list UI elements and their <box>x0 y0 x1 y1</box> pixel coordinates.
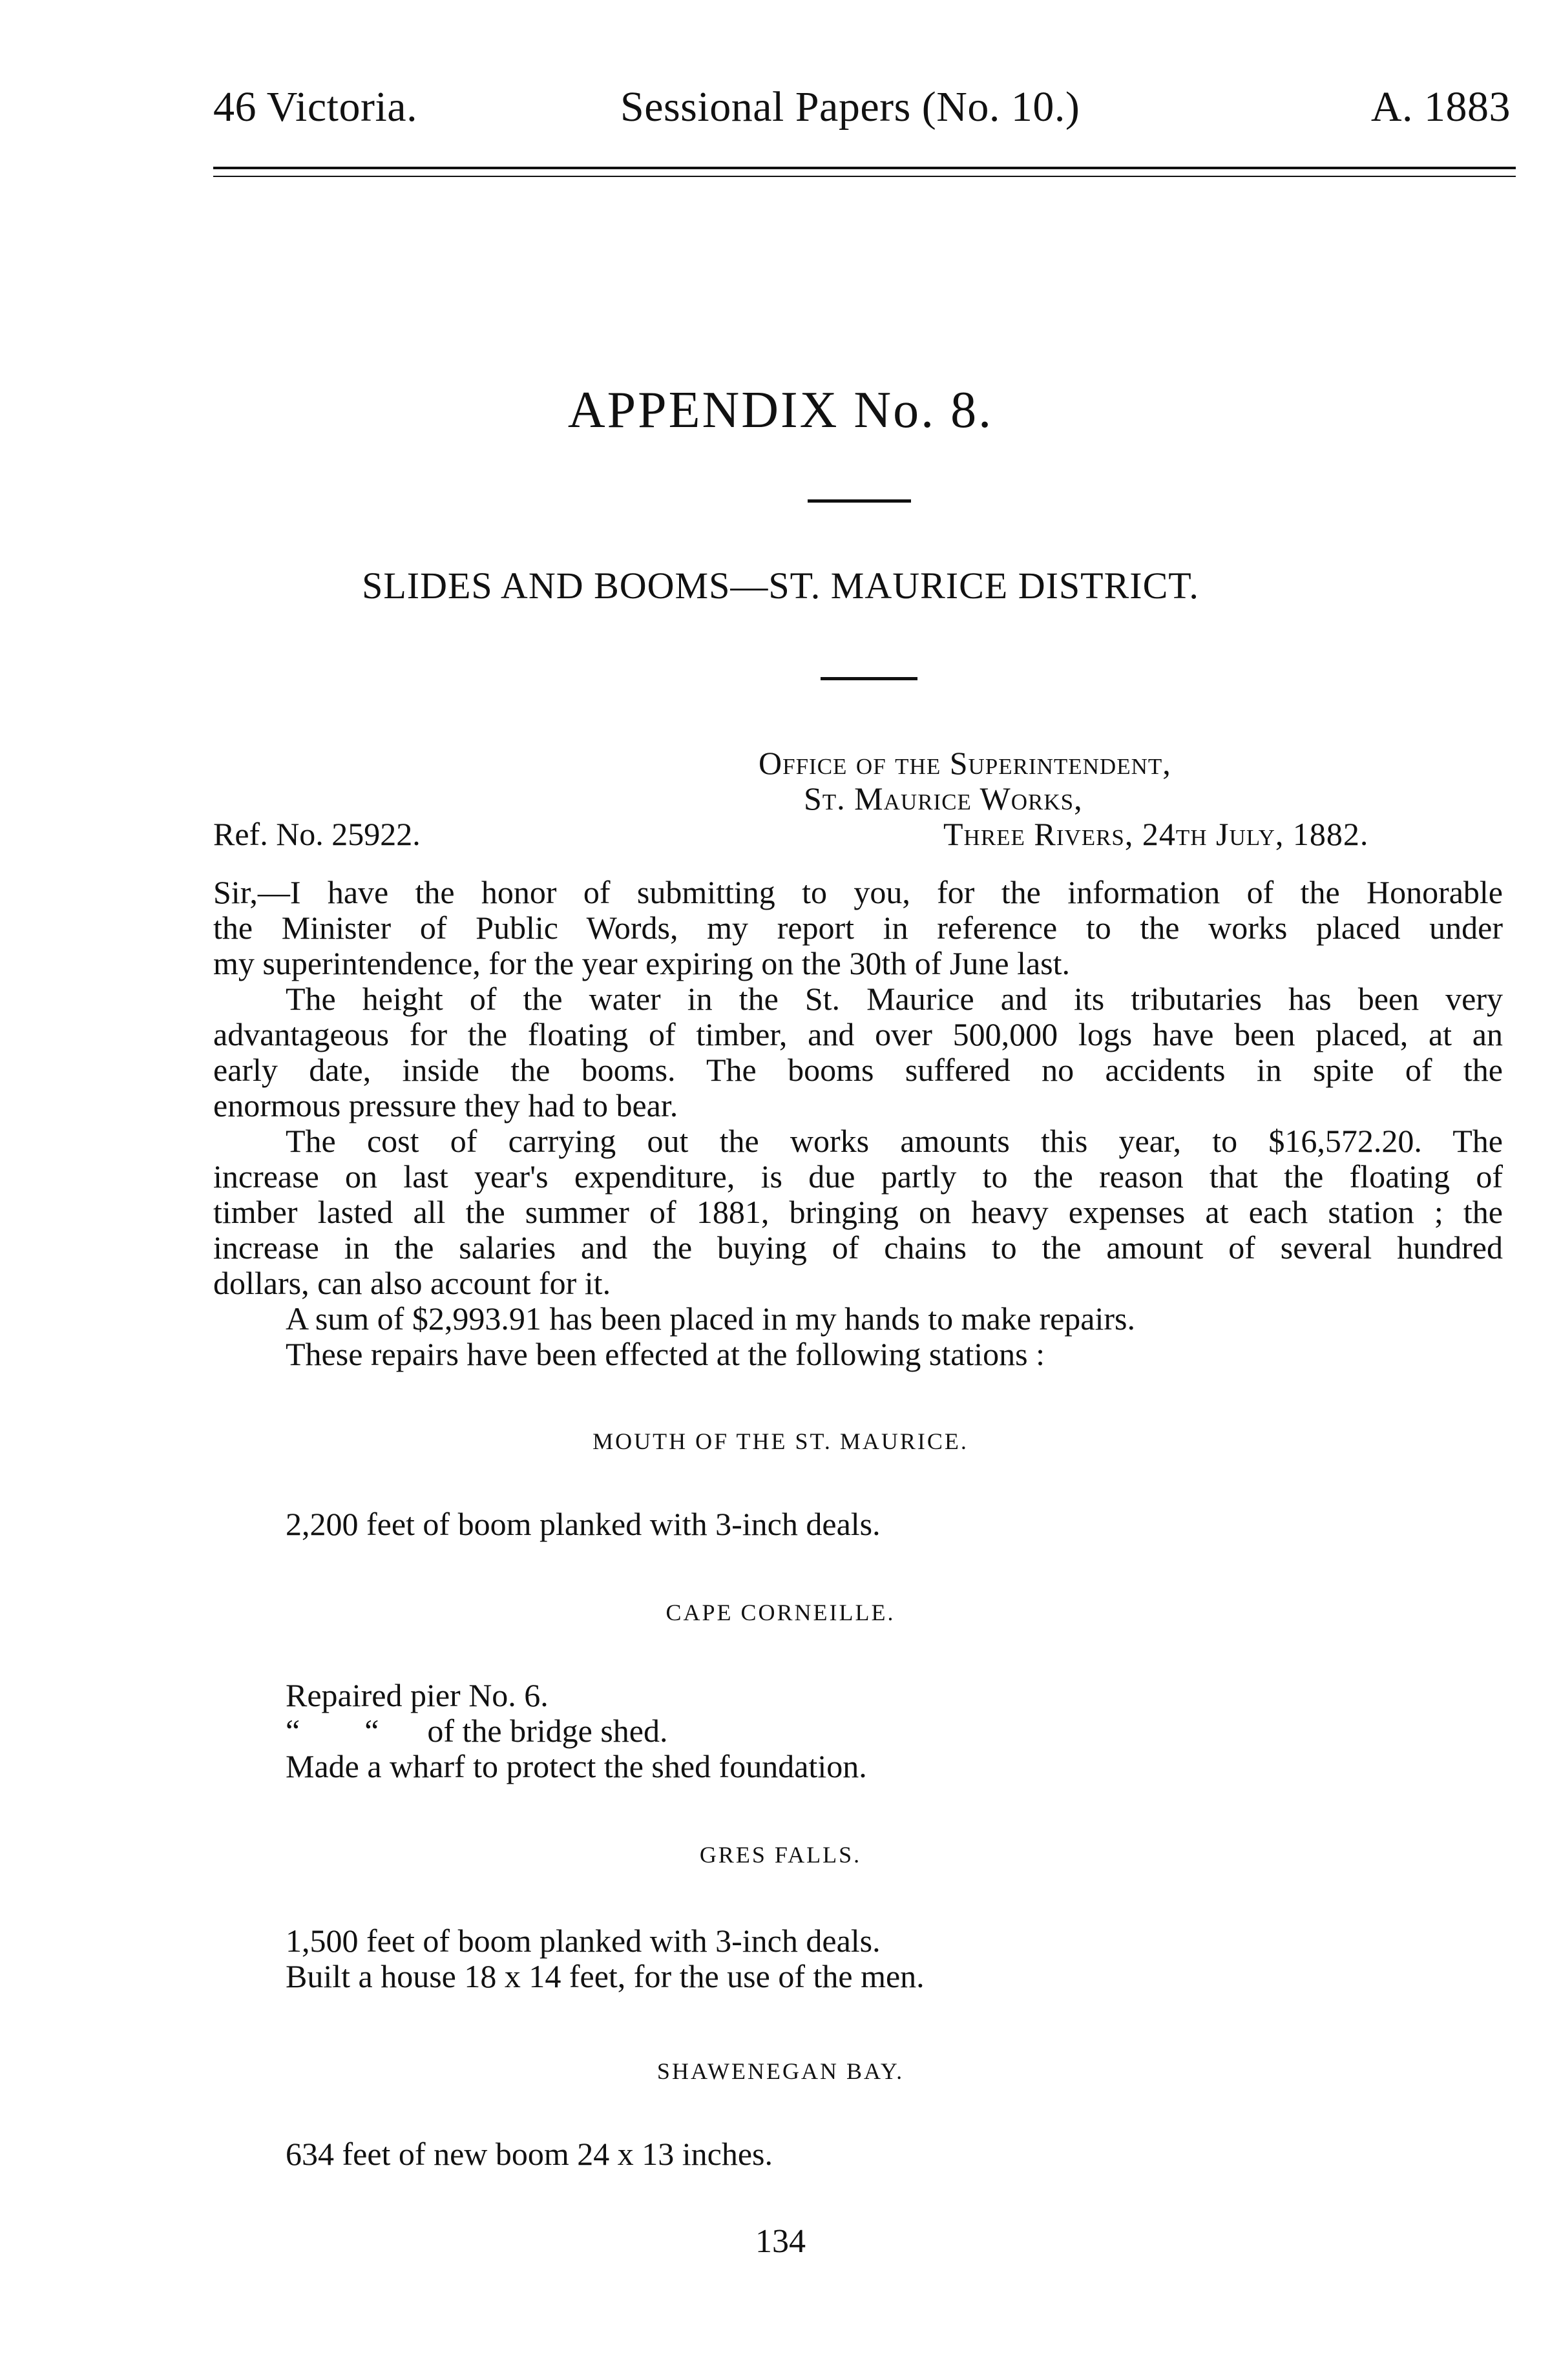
paragraph-line: increase in the salaries and the buying of chains to the amount of several hundred <box>213 1229 1503 1266</box>
paragraph-line: timber lasted all the summer of 1881, bringing on heavy expenses at each station ; the <box>213 1194 1503 1230</box>
station-heading: MOUTH OF THE ST. MAURICE. <box>592 1428 969 1454</box>
letterhead-place-date: Three Rivers, 24th July, 1882. <box>943 816 1369 852</box>
reference-number: Ref. No. 25922. <box>213 816 421 852</box>
paragraph-line: These repairs have been effected at the following stations : <box>286 1336 1045 1372</box>
letterhead-office: Office of the Superintendent, <box>759 745 1171 781</box>
station-heading: CAPE CORNEILLE. <box>665 1600 896 1625</box>
paragraph-line: advantageous for the floating of timber, and over 500,000 logs have been placed, at an <box>213 1016 1503 1052</box>
station-item: Repaired pier No. 6. <box>286 1677 549 1713</box>
running-head-right: A. 1883 <box>1370 83 1511 130</box>
station-item: 1,500 feet of boom planked with 3-inch deals. <box>286 1923 881 1959</box>
paragraph-line: early date, inside the booms. The booms suffered no accidents in spite of the <box>213 1052 1503 1088</box>
station-item: 2,200 feet of boom planked with 3-inch deals. <box>286 1506 881 1542</box>
running-head-center: Sessional Papers (No. 10.) <box>620 83 1080 130</box>
section-divider <box>821 677 917 680</box>
title-divider <box>808 499 911 503</box>
appendix-title: APPENDIX No. 8. <box>567 382 994 439</box>
header-rule-thin <box>213 176 1516 177</box>
paragraph-line: the Minister of Public Words, my report in reference to the works placed under <box>213 910 1503 946</box>
paragraph-line: The cost of carrying out the works amounts this year, to $16,572.20. The <box>286 1123 1503 1159</box>
station-item: Made a wharf to protect the shed foundation. <box>286 1748 867 1784</box>
running-head-left: 46 Victoria. <box>213 83 418 130</box>
paragraph-line: enormous pressure they had to bear. <box>213 1087 678 1123</box>
paragraph-line: increase on last year's expenditure, is due partly to the reason that the floating of <box>213 1158 1503 1195</box>
section-title: SLIDES AND BOOMS—ST. MAURICE DISTRICT. <box>362 565 1199 607</box>
paragraph-line: Sir,—I have the honor of submitting to you, for the information of the Honorable <box>213 874 1503 910</box>
station-item: Built a house 18 x 14 feet, for the use of the men. <box>286 1958 925 1994</box>
station-item: “ “ of the bridge shed. <box>286 1713 668 1749</box>
letterhead-works: St. Maurice Works, <box>804 780 1083 817</box>
page-number: 134 <box>755 2223 806 2260</box>
station-heading: SHAWENEGAN BAY. <box>656 2058 905 2084</box>
header-rule <box>213 167 1516 169</box>
paragraph-line: dollars, can also account for it. <box>213 1265 611 1301</box>
station-heading: GRES FALLS. <box>699 1842 862 1868</box>
paragraph-line: my superintendence, for the year expiring on the 30th of June last. <box>213 945 1071 981</box>
station-item: 634 feet of new boom 24 x 13 inches. <box>286 2136 773 2172</box>
paragraph-line: The height of the water in the St. Maurice and its tributaries has been very <box>286 981 1503 1017</box>
paragraph-line: A sum of $2,993.91 has been placed in my hands to make repairs. <box>286 1300 1135 1337</box>
